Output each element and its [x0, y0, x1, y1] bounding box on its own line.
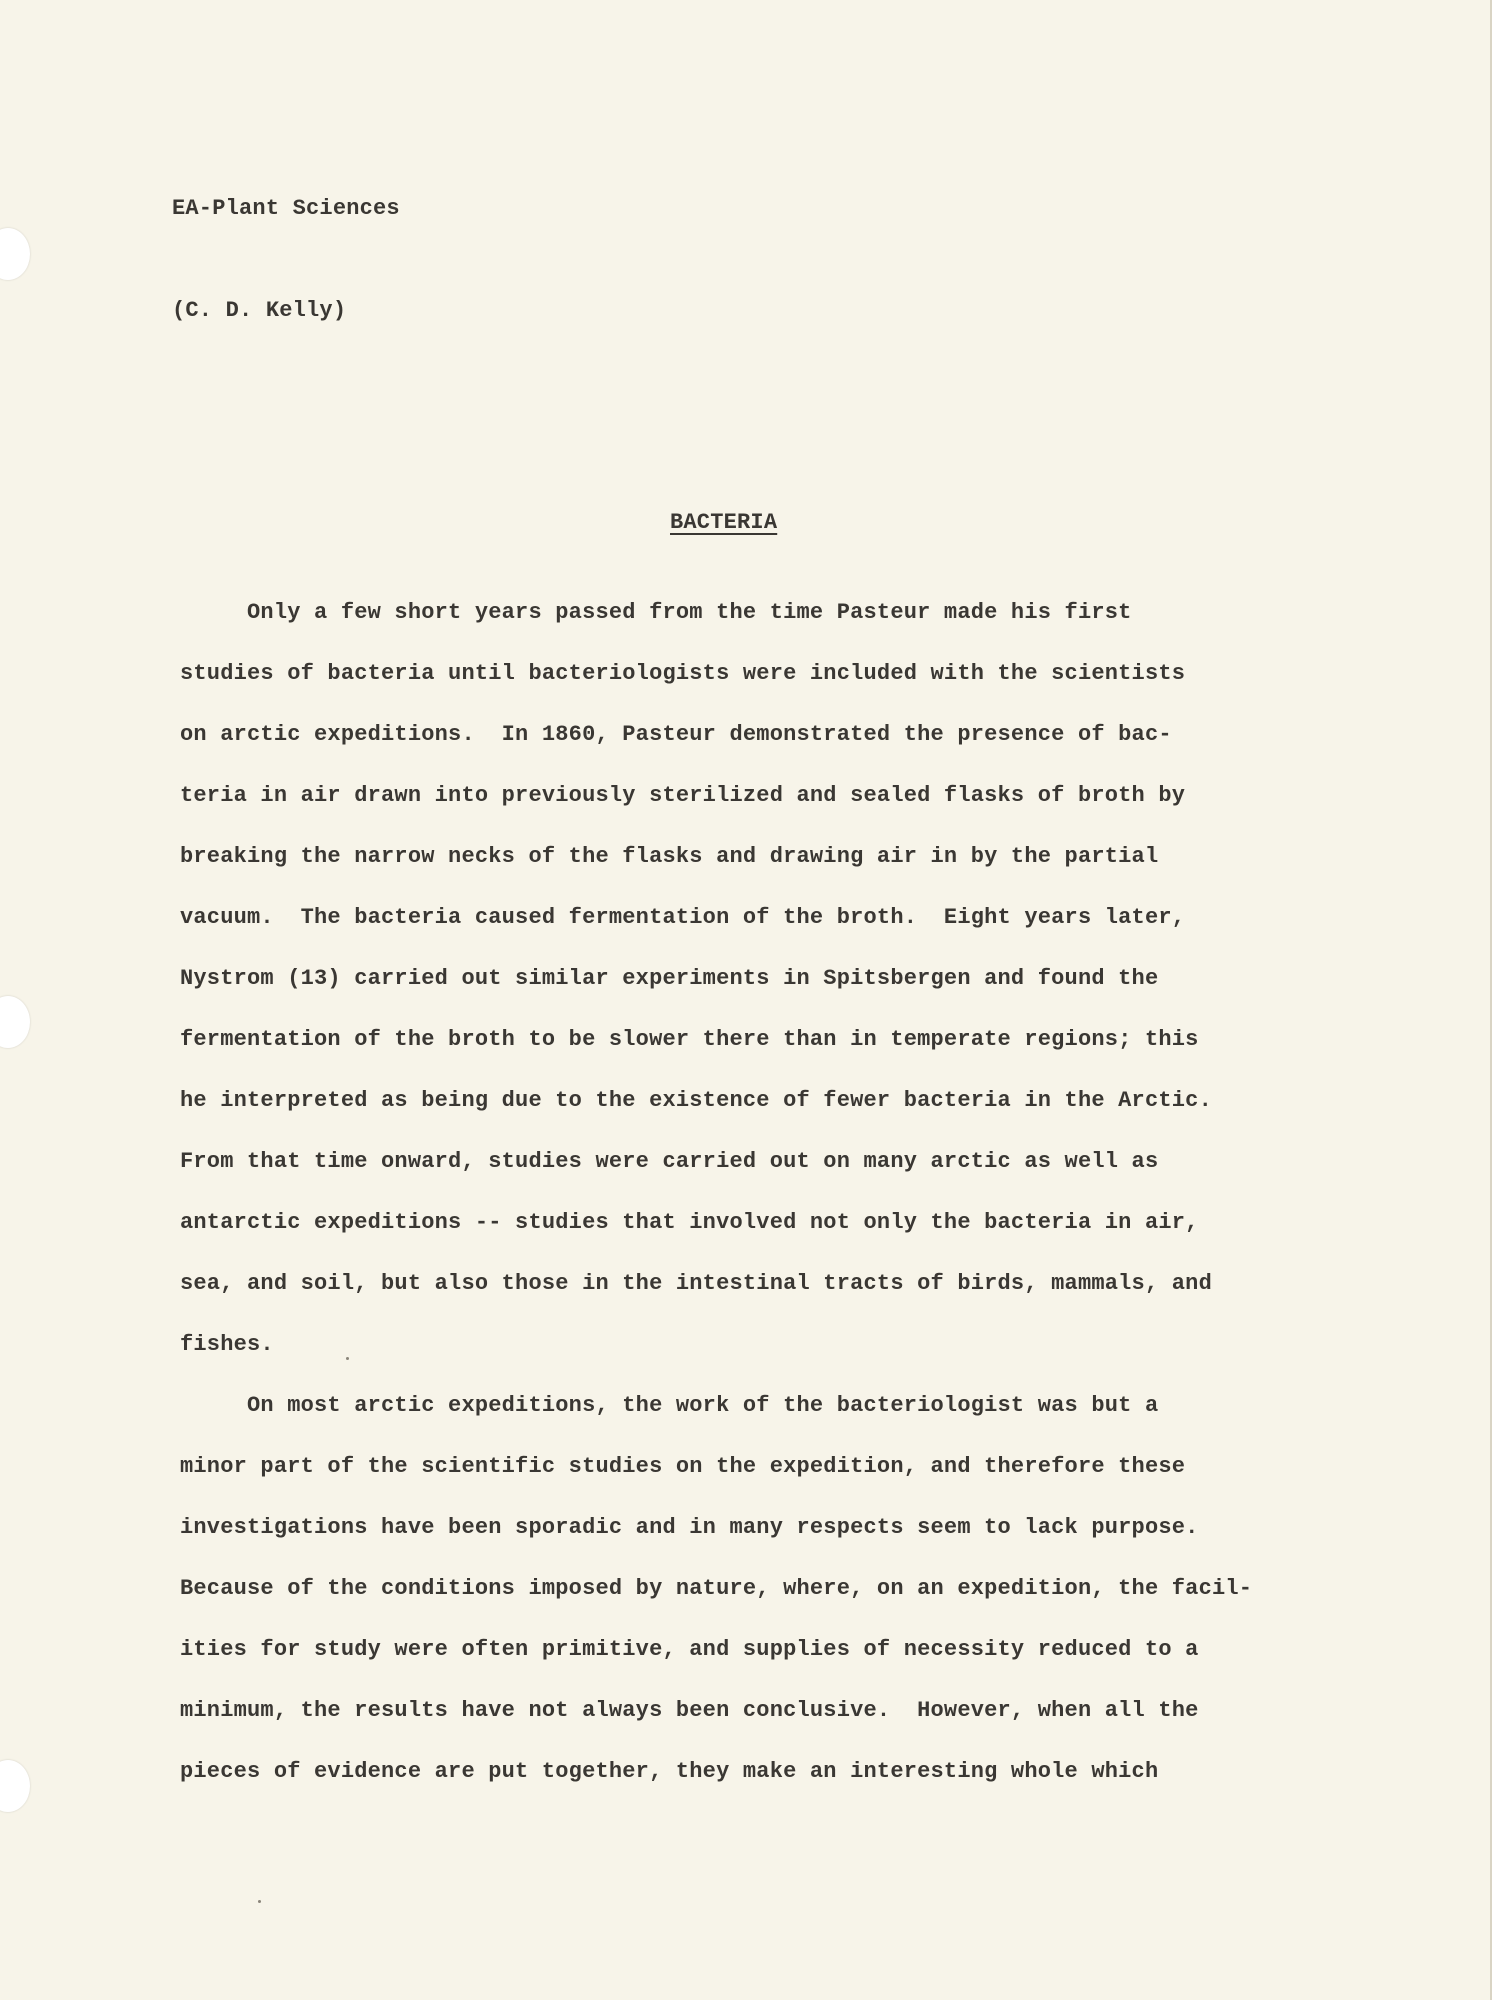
punch-hole [0, 228, 30, 280]
text-line: minor part of the scientific studies on the expedition, and therefore these [180, 1454, 1186, 1479]
paragraph-2 [180, 1393, 1380, 1784]
page-title: BACTERIA [670, 510, 778, 535]
text-line: Nystrom (13) carried out similar experiments in Spitsbergen and found the [180, 966, 1159, 991]
header-author: (C. D. Kelly) [172, 298, 347, 323]
text-line: studies of bacteria until bacteriologists were included with the scientists [180, 661, 1186, 686]
punch-hole [0, 996, 30, 1048]
text-line: on arctic expeditions. In 1860, Pasteur demonstrated the presence of bac- [180, 722, 1172, 747]
text-line: breaking the narrow necks of the flasks and drawing air in by the partial [180, 844, 1159, 869]
document-header [172, 124, 400, 396]
paper-speck [258, 1900, 261, 1903]
text-line: investigations have been sporadic and in many respects seem to lack purpose. [180, 1515, 1199, 1540]
text-line: ities for study were often primitive, and supplies of necessity reduced to a [180, 1637, 1199, 1662]
text-line: minimum, the results have not always been conclusive. However, when all the [180, 1698, 1199, 1723]
text-line: From that time onward, studies were carried out on many arctic as well as [180, 1149, 1159, 1174]
text-line: teria in air drawn into previously sterilized and sealed flasks of broth by [180, 783, 1186, 808]
text-line: vacuum. The bacteria caused fermentation of the broth. Eight years later, [180, 905, 1186, 930]
text-line: Because of the conditions imposed by nature, where, on an expedition, the facil- [180, 1576, 1253, 1601]
text-line: sea, and soil, but also those in the intestinal tracts of birds, mammals, and [180, 1271, 1212, 1296]
text-line: he interpreted as being due to the existence of fewer bacteria in the Arctic. [180, 1088, 1212, 1113]
punch-hole [0, 1760, 30, 1812]
text-line: pieces of evidence are put together, they make an interesting whole which [180, 1759, 1159, 1784]
paragraph-1 [180, 600, 1380, 1357]
text-line: fishes. [180, 1332, 274, 1357]
text-line: antarctic expeditions -- studies that involved not only the bacteria in air, [180, 1210, 1199, 1235]
text-line: Only a few short years passed from the time Pasteur made his first [180, 600, 1132, 625]
paper-speck [346, 1357, 349, 1360]
paper-edge [1492, 0, 1508, 2000]
text-line: On most arctic expeditions, the work of the bacteriologist was but a [180, 1393, 1159, 1418]
text-line: fermentation of the broth to be slower there than in temperate regions; this [180, 1027, 1199, 1052]
header-department: EA-Plant Sciences [172, 196, 400, 221]
